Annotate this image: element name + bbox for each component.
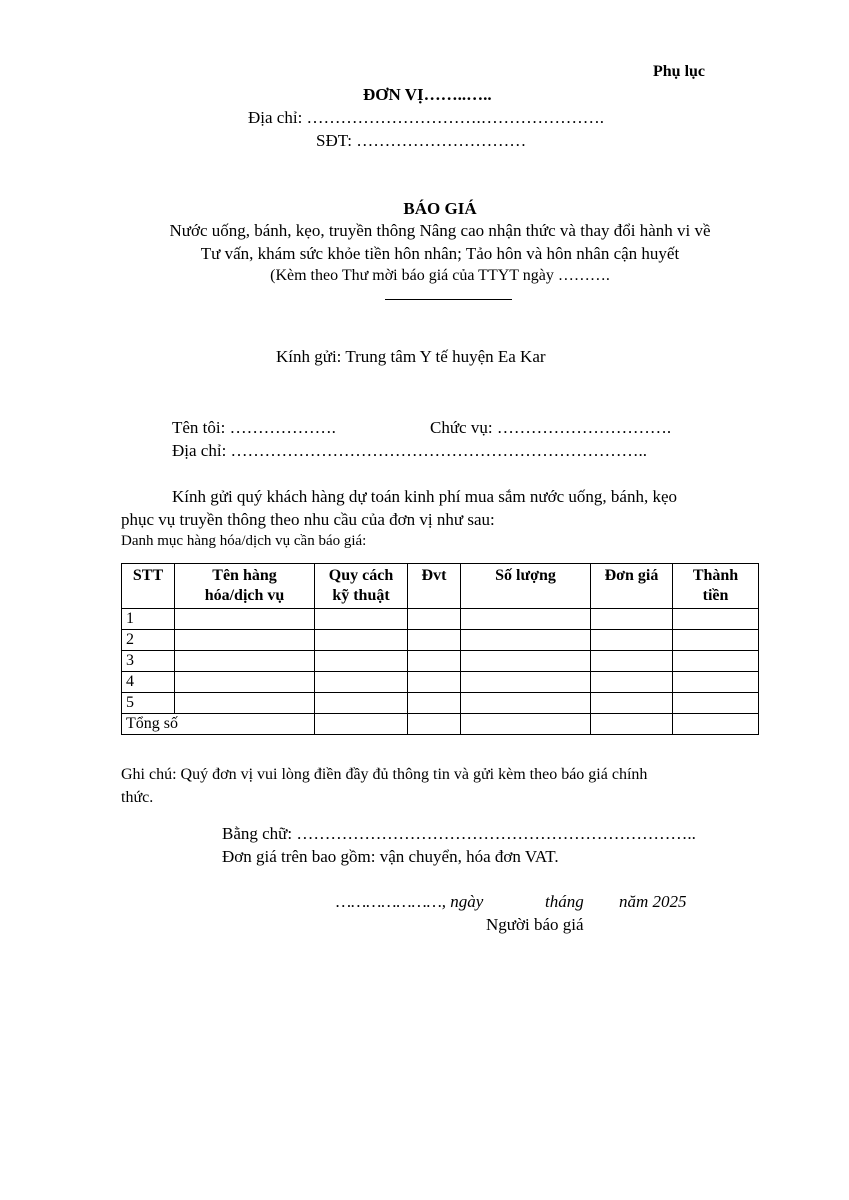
cell-unit[interactable] <box>408 609 461 630</box>
unit-name: ĐƠN VỊ……..….. <box>363 85 492 104</box>
cell-quantity[interactable] <box>461 651 591 672</box>
total-label: Tổng số <box>122 714 315 735</box>
cell-total[interactable] <box>673 693 759 714</box>
row-stt: 3 <box>122 651 175 672</box>
table-row <box>122 651 759 672</box>
cell-item-name[interactable] <box>175 609 315 630</box>
intro-line-2: phục vụ truyền thông theo nhu cầu của đơn vị như sau: <box>121 510 495 529</box>
cell-quantity[interactable] <box>461 693 591 714</box>
title-line-3: (Kèm theo Thư mời báo giá của TTYT ngày ………. <box>270 267 610 284</box>
cell-quantity[interactable] <box>461 672 591 693</box>
cell-quantity[interactable] <box>461 630 591 651</box>
amount-in-words: Bằng chữ: …………………………………………………………….. <box>222 824 696 843</box>
cell-unit-price[interactable] <box>591 693 673 714</box>
note-line-2: thức. <box>121 789 154 806</box>
title-line-1: Nước uống, bánh, kẹo, truyền thông Nâng cao nhận thức và thay đổi hành vi về <box>169 221 711 240</box>
cell-unit-price[interactable] <box>591 714 673 735</box>
cell-spec[interactable] <box>315 693 408 714</box>
cell-spec[interactable] <box>315 714 408 735</box>
cell-total[interactable] <box>673 651 759 672</box>
row-stt: 1 <box>122 609 175 630</box>
signer-title: Người báo giá <box>486 915 584 934</box>
header-spec: Quy cách kỹ thuật <box>315 564 408 609</box>
header-total: Thành tiền <box>673 564 759 609</box>
cell-spec[interactable] <box>315 672 408 693</box>
document-title: BÁO GIÁ <box>403 199 477 218</box>
quote-table <box>121 563 759 735</box>
table-header-row <box>122 564 759 609</box>
cell-total[interactable] <box>673 672 759 693</box>
table-total-row <box>122 714 759 735</box>
table-row <box>122 693 759 714</box>
unit-phone: SĐT: ………………………… <box>316 131 527 150</box>
title-line-2: Tư vấn, khám sức khỏe tiền hôn nhân; Tảo hôn và hôn nhân cận huyết <box>200 244 680 263</box>
unit-address: Địa chỉ: ………………………….…………………. <box>248 108 605 127</box>
cell-quantity[interactable] <box>461 714 591 735</box>
sender-name: Tên tôi: ………………. <box>172 418 336 437</box>
title-divider <box>385 299 512 300</box>
signature-year: năm 2025 <box>619 892 687 911</box>
cell-total[interactable] <box>673 630 759 651</box>
cell-unit[interactable] <box>408 693 461 714</box>
cell-unit[interactable] <box>408 651 461 672</box>
header-item-name: Tên hàng hóa/dịch vụ <box>175 564 315 609</box>
signature-place-date: …………………, ngày <box>336 892 484 911</box>
header-quantity: Số lượng <box>461 564 591 609</box>
appendix-label: Phụ lục <box>653 63 706 80</box>
row-stt: 4 <box>122 672 175 693</box>
cell-total[interactable] <box>673 714 759 735</box>
table-row <box>122 609 759 630</box>
cell-item-name[interactable] <box>175 651 315 672</box>
cell-spec[interactable] <box>315 630 408 651</box>
cell-spec[interactable] <box>315 609 408 630</box>
cell-quantity[interactable] <box>461 609 591 630</box>
signature-month: tháng <box>545 892 584 911</box>
sender-address: Địa chỉ: ……………………………………………………………….. <box>172 441 648 460</box>
header-unit: Đvt <box>408 564 461 609</box>
cell-unit-price[interactable] <box>591 609 673 630</box>
cell-unit[interactable] <box>408 672 461 693</box>
cell-item-name[interactable] <box>175 693 315 714</box>
cell-spec[interactable] <box>315 651 408 672</box>
table-row <box>122 672 759 693</box>
cell-unit-price[interactable] <box>591 672 673 693</box>
list-label: Danh mục hàng hóa/dịch vụ cần báo giá: <box>121 533 367 549</box>
row-stt: 2 <box>122 630 175 651</box>
recipient: Kính gửi: Trung tâm Y tế huyện Ea Kar <box>276 347 546 366</box>
intro-line-1: Kính gửi quý khách hàng dự toán kinh phí mua sắm nước uống, bánh, kẹo <box>172 487 677 506</box>
cell-total[interactable] <box>673 609 759 630</box>
cell-unit[interactable] <box>408 630 461 651</box>
cell-item-name[interactable] <box>175 672 315 693</box>
cell-unit-price[interactable] <box>591 630 673 651</box>
header-stt: STT <box>122 564 175 609</box>
sender-position: Chức vụ: …………………………. <box>430 418 672 437</box>
cell-item-name[interactable] <box>175 630 315 651</box>
header-unit-price: Đơn giá <box>591 564 673 609</box>
cell-unit[interactable] <box>408 714 461 735</box>
table-row <box>122 630 759 651</box>
price-includes: Đơn giá trên bao gồm: vận chuyển, hóa đơn VAT. <box>222 847 559 866</box>
row-stt: 5 <box>122 693 175 714</box>
note-line-1: Ghi chú: Quý đơn vị vui lòng điền đầy đủ thông tin và gửi kèm theo báo giá chính <box>121 766 648 783</box>
cell-unit-price[interactable] <box>591 651 673 672</box>
